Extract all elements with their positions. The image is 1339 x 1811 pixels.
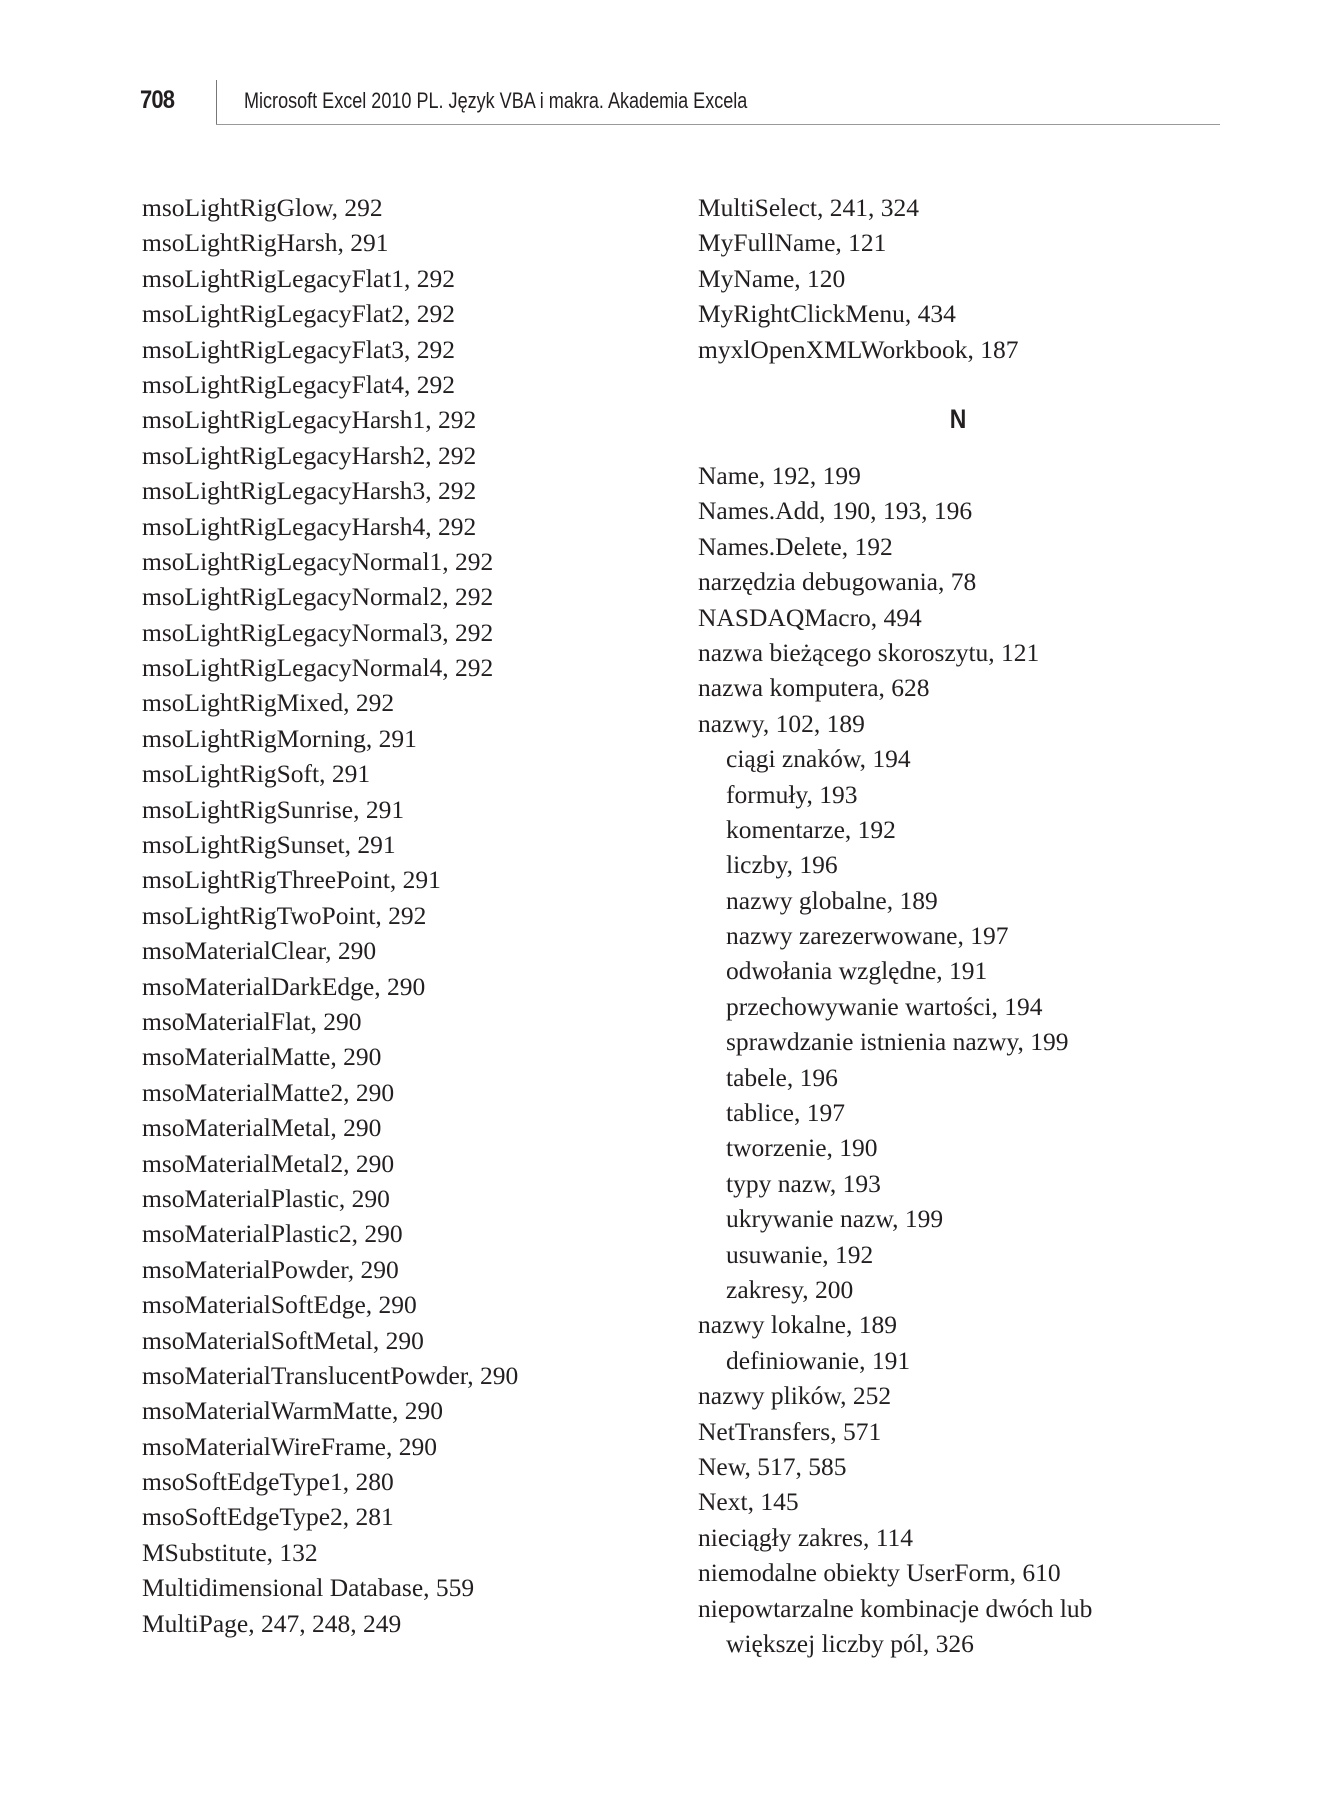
- index-entry: msoMaterialPowder, 290: [142, 1254, 399, 1284]
- index-subentry: komentarze, 192: [726, 814, 896, 844]
- index-entry: msoMaterialFlat, 290: [142, 1006, 362, 1036]
- index-subentry: ukrywanie nazw, 199: [726, 1204, 944, 1234]
- index-entry: msoLightRigLegacyHarsh1, 292: [142, 405, 477, 435]
- index-entry: NetTransfers, 571: [698, 1416, 882, 1446]
- index-subentry: formuły, 193: [726, 779, 858, 809]
- index-entry: Name, 192, 199: [698, 461, 861, 490]
- index-subentry: tworzenie, 190: [726, 1133, 878, 1163]
- index-entry: msoSoftEdgeType1, 280: [142, 1467, 394, 1497]
- index-entry: msoLightRigGlow, 292: [142, 193, 383, 222]
- index-subentry: nazwy zarezerwowane, 197: [726, 921, 1009, 951]
- index-entry: nazwy plików, 252: [698, 1381, 892, 1411]
- index-entry: msoLightRigLegacyFlat3, 292: [142, 334, 456, 364]
- index-entry: msoLightRigLegacyNormal2, 292: [142, 582, 494, 612]
- index-column-right-n: [698, 458, 1092, 1661]
- index-entry: msoMaterialWarmMatte, 290: [142, 1396, 444, 1426]
- index-entry: msoMaterialMetal2, 290: [142, 1148, 395, 1178]
- index-entry: nieciągły zakres, 114: [698, 1522, 914, 1552]
- index-column-right-top: [698, 190, 1018, 367]
- index-entry: msoLightRigLegacyHarsh2, 292: [142, 440, 477, 470]
- index-entry: msoMaterialTranslucentPowder, 290: [142, 1360, 519, 1390]
- index-entry: msoMaterialMetal, 290: [142, 1113, 382, 1143]
- index-entry: MyFullName, 121: [698, 228, 887, 258]
- index-entry: msoLightRigMixed, 292: [142, 688, 395, 718]
- index-entry: msoLightRigSunrise, 291: [142, 794, 405, 824]
- index-entry: Names.Delete, 192: [698, 531, 893, 561]
- index-entry: msoMaterialSoftEdge, 290: [142, 1290, 417, 1320]
- index-entry: msoMaterialPlastic2, 290: [142, 1219, 403, 1249]
- index-subentry: typy nazw, 193: [726, 1168, 881, 1198]
- page-number: 708: [140, 86, 175, 114]
- index-subentry: zakresy, 200: [726, 1274, 854, 1304]
- index-subentry: przechowywanie wartości, 194: [726, 991, 1043, 1021]
- index-entry: nazwy, 102, 189: [698, 708, 865, 738]
- index-entry: New, 517, 585: [698, 1451, 847, 1481]
- index-subentry: liczby, 196: [726, 850, 838, 880]
- index-entry: MyName, 120: [698, 263, 846, 293]
- index-entry: Multidimensional Database, 559: [142, 1573, 475, 1603]
- index-subentry: tablice, 197: [726, 1098, 845, 1128]
- index-entry: msoLightRigTwoPoint, 292: [142, 900, 427, 930]
- index-entry: msoMaterialMatte, 290: [142, 1042, 382, 1072]
- index-subentry: usuwanie, 192: [726, 1239, 874, 1269]
- index-entry: msoLightRigThreePoint, 291: [142, 865, 441, 895]
- index-entry: MultiSelect, 241, 324: [698, 193, 919, 222]
- index-entry: msoLightRigLegacyFlat4, 292: [142, 369, 456, 399]
- index-entry: nazwa komputera, 628: [698, 673, 930, 703]
- index-entry: msoMaterialPlastic, 290: [142, 1183, 390, 1213]
- index-subentry: tabele, 196: [726, 1062, 838, 1092]
- index-entry: Next, 145: [698, 1487, 799, 1517]
- index-entry: msoLightRigLegacyHarsh3, 292: [142, 476, 477, 506]
- index-entry: msoLightRigLegacyNormal3, 292: [142, 617, 494, 647]
- index-entry: myxlOpenXMLWorkbook, 187: [698, 334, 1019, 364]
- header-divider: [216, 80, 217, 124]
- index-column-left: [142, 190, 518, 1641]
- index-entry: msoMaterialSoftMetal, 290: [142, 1325, 424, 1355]
- index-entry: MSubstitute, 132: [142, 1537, 318, 1567]
- running-title: Microsoft Excel 2010 PL. Język VBA i makra. Akademia Excela: [244, 88, 748, 113]
- index-subentry: definiowanie, 191: [726, 1345, 911, 1375]
- index-entry: msoLightRigSoft, 291: [142, 759, 371, 789]
- section-letter-heading: N: [949, 404, 967, 434]
- index-entry: msoLightRigLegacyFlat2, 292: [142, 299, 456, 329]
- index-entry: msoLightRigLegacyFlat1, 292: [142, 263, 456, 293]
- index-entry: msoLightRigHarsh, 291: [142, 228, 389, 258]
- index-entry: nazwy lokalne, 189: [698, 1310, 897, 1340]
- index-subentry: większej liczby pól, 326: [726, 1628, 974, 1658]
- index-entry: MultiPage, 247, 248, 249: [142, 1608, 402, 1638]
- page-header: [140, 80, 1220, 128]
- index-subentry: nazwy globalne, 189: [726, 885, 938, 915]
- header-rule: [216, 124, 1220, 125]
- index-entry: msoSoftEdgeType2, 281: [142, 1502, 394, 1532]
- index-entry: niepowtarzalne kombinacje dwóch lub: [698, 1593, 1093, 1623]
- index-subentry: sprawdzanie istnienia nazwy, 199: [726, 1027, 1069, 1057]
- index-entry: niemodalne obiekty UserForm, 610: [698, 1558, 1061, 1588]
- index-subentry: odwołania względne, 191: [726, 956, 988, 986]
- index-entry: msoMaterialDarkEdge, 290: [142, 971, 426, 1001]
- index-entry: NASDAQMacro, 494: [698, 602, 922, 632]
- index-entry: msoLightRigSunset, 291: [142, 830, 396, 860]
- index-entry: msoLightRigLegacyNormal1, 292: [142, 546, 494, 576]
- index-entry: msoMaterialClear, 290: [142, 936, 377, 966]
- index-entry: msoLightRigMorning, 291: [142, 723, 417, 753]
- index-entry: msoLightRigLegacyNormal4, 292: [142, 653, 494, 683]
- index-subentry: ciągi znaków, 194: [726, 744, 911, 774]
- index-entry: narzędzia debugowania, 78: [698, 567, 977, 597]
- index-entry: msoLightRigLegacyHarsh4, 292: [142, 511, 477, 541]
- index-entry: MyRightClickMenu, 434: [698, 299, 956, 329]
- index-entry: nazwa bieżącego skoroszytu, 121: [698, 637, 1040, 667]
- index-entry: Names.Add, 190, 193, 196: [698, 496, 973, 526]
- index-entry: msoMaterialWireFrame, 290: [142, 1431, 437, 1461]
- index-entry: msoMaterialMatte2, 290: [142, 1077, 395, 1107]
